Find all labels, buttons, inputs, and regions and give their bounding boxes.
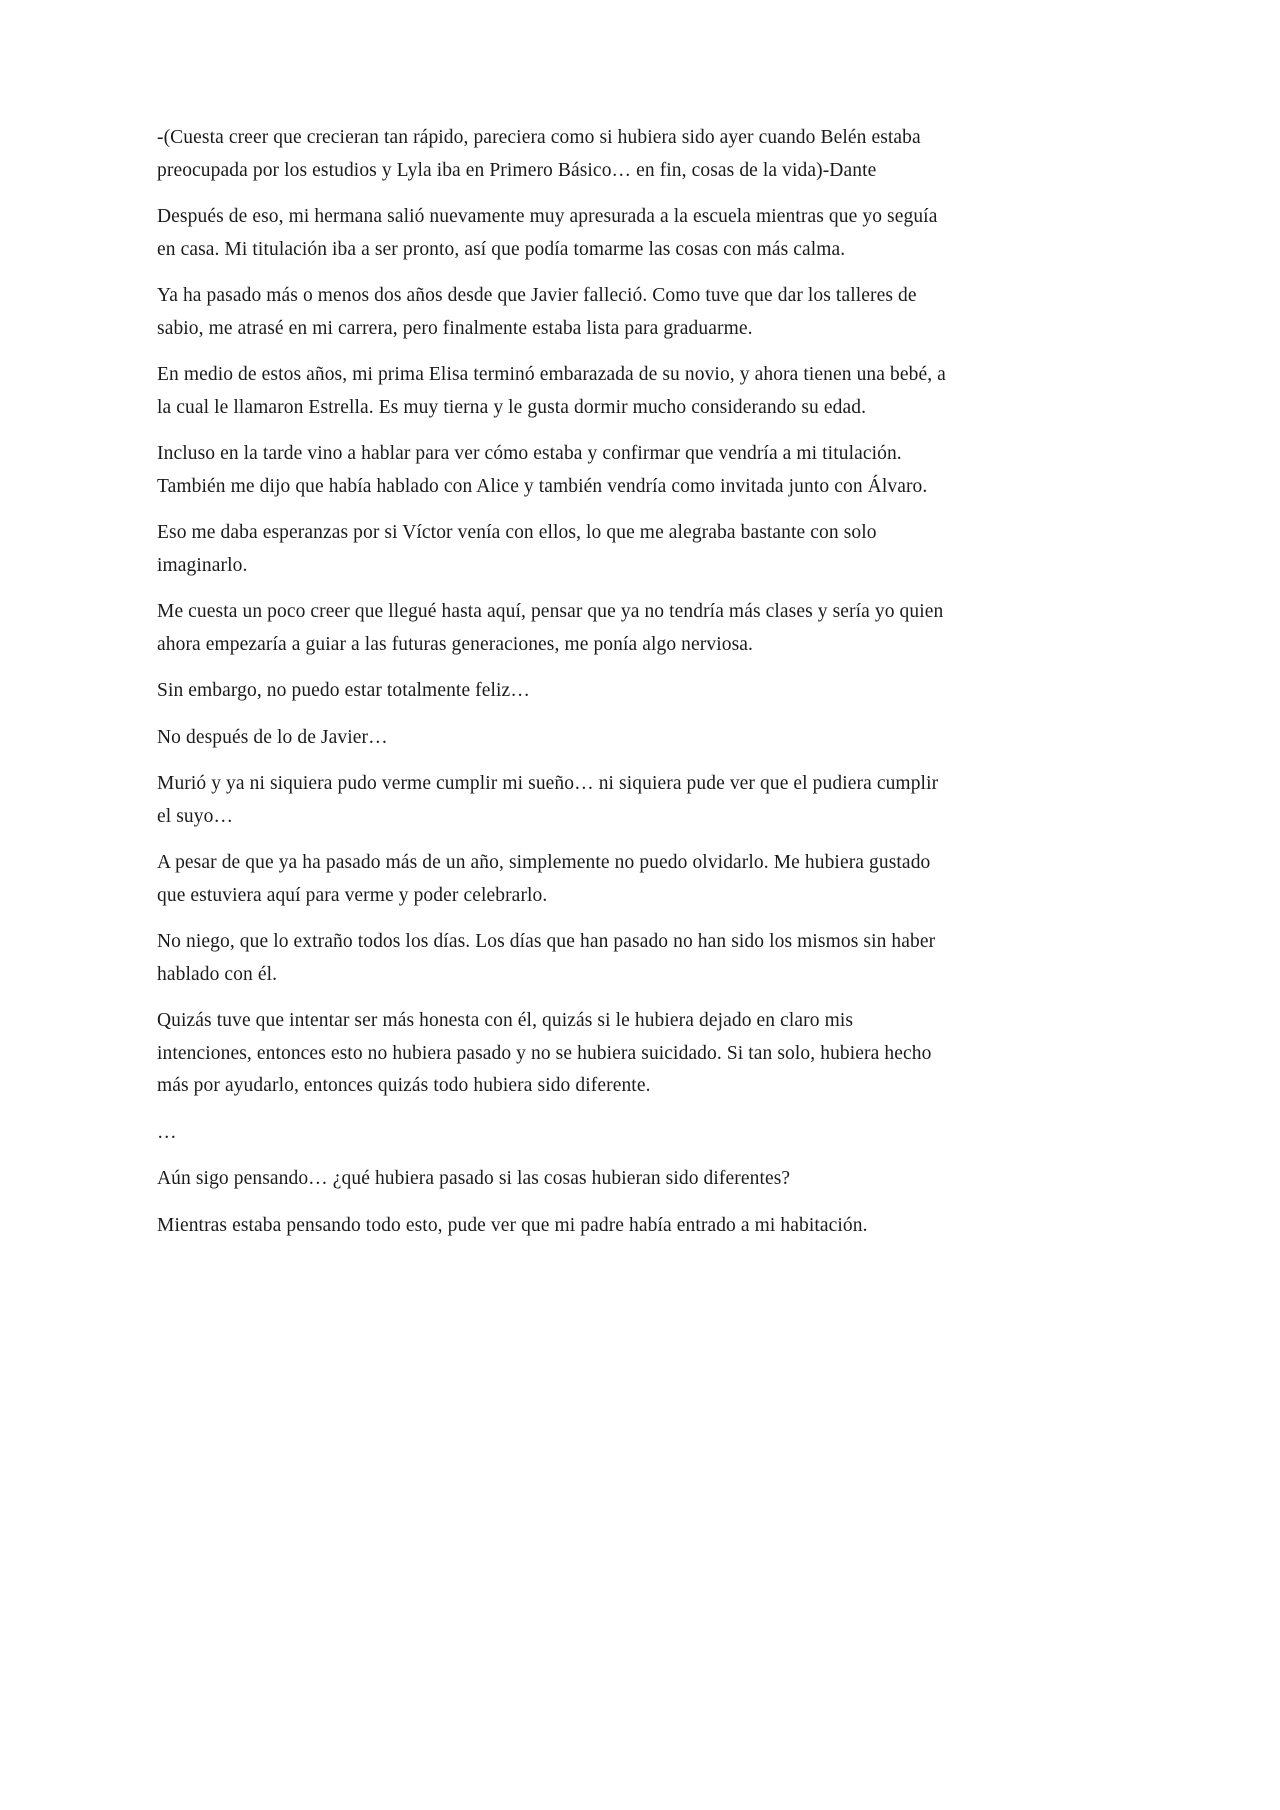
paragraph-1: -(Cuesta creer que crecieran tan rápido, pareciera como si hubiera sido ayer cuando Belén estaba preocupada por los estudios y Lyla iba en Primero Básico… en fin, cosas de la vida)-Dante [157,127,926,181]
paragraph-9: No después de lo de Javier… [157,726,388,748]
paragraph-16: Mientras estaba pensando todo esto, pude ver que mi padre había entrado a mi habitación. [157,1214,868,1236]
document-text-body [157,122,949,1256]
paragraph-10: Murió y ya ni siquiera pudo verme cumplir mi sueño… ni siquiera pude ver que el pudiera cumplir el suyo… [157,773,944,827]
paragraph-14: … [157,1121,177,1143]
paragraph-5: Incluso en la tarde vino a hablar para ver cómo estaba y confirmar que vendría a mi titulación. También me dijo que había hablado con Alice y también vendría como invitada junto con Álvaro. [157,443,928,497]
paragraph-6: Eso me daba esperanzas por si Víctor venía con ellos, lo que me alegraba bastante con solo imaginarlo. [157,522,882,576]
paragraph-13: Quizás tuve que intentar ser más honesta con él, quizás si le hubiera dejado en claro mis intenciones, entonces esto no hubiera pasado y no se hubiera suicidado. Si tan solo, hubiera hecho más por ayudarlo, entonces quizás todo hubiera sido diferente. [157,1010,937,1096]
paragraph-11: A pesar de que ya ha pasado más de un año, simplemente no puedo olvidarlo. Me hubiera gustado que estuviera aquí para verme y poder celebrarlo. [157,852,936,906]
paragraph-7: Me cuesta un poco creer que llegué hasta aquí, pensar que ya no tendría más clases y sería yo quien ahora empezaría a guiar a las futuras generaciones, me ponía algo nerviosa. [157,601,949,655]
paragraph-2: Después de eso, mi hermana salió nuevamente muy apresurada a la escuela mientras que yo seguía en casa. Mi titulación iba a ser pronto, así que podía tomarme las cosas con más calma. [157,206,943,260]
paragraph-8: Sin embargo, no puedo estar totalmente feliz… [157,680,530,701]
paragraph-12: No niego, que lo extraño todos los días. Los días que han pasado no han sido los mismos sin haber hablado con él. [157,931,941,985]
paragraph-4: En medio de estos años, mi prima Elisa terminó embarazada de su novio, y ahora tienen una bebé, a la cual le llamaron Estrella. Es muy tierna y le gusta dormir mucho considerando su edad. [157,364,951,418]
paragraph-3: Ya ha pasado más o menos dos años desde que Javier falleció. Como tuve que dar los talleres de sabio, me atrasé en mi carrera, pero finalmente estaba lista para graduarme. [157,285,922,339]
paragraph-15: Aún sigo pensando… ¿qué hubiera pasado si las cosas hubieran sido diferentes? [157,1168,791,1189]
